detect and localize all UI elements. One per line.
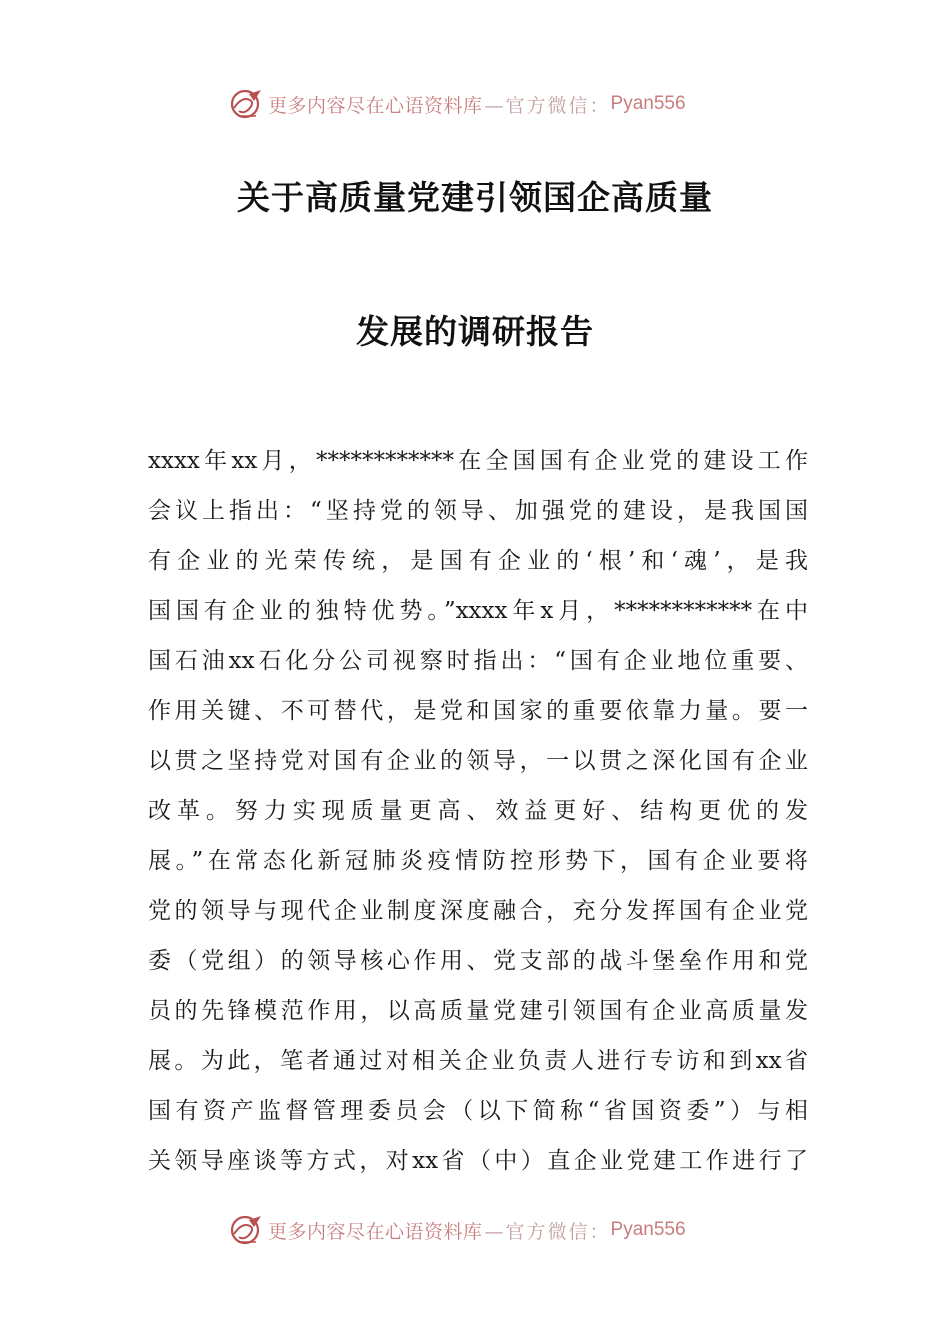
body-line: 国国有企业的独特优势。”xxxx年x月，************在中	[148, 598, 808, 624]
watermark-wechat-label: —官方微信：	[484, 94, 611, 117]
body-line: 国石油xx石化分公司视察时指出：“国有企业地位重要、	[148, 648, 808, 674]
body-line: 有企业的光荣传统，是国有企业的‘根’和‘魂’，是我	[148, 548, 808, 574]
body-line: xxxx年xx月，************在全国国有企业党的建设工作	[148, 448, 808, 474]
pen-signature-logo	[228, 1212, 264, 1248]
pen-signature-logo	[228, 86, 264, 122]
body-line: 党的领导与现代企业制度深度融合，充分发挥国有企业党	[148, 898, 808, 924]
document-title-line-1: 关于高质量党建引领国企高质量	[237, 178, 713, 217]
document-title-line-2: 发展的调研报告	[356, 312, 594, 351]
body-line: 改革。努力实现质量更高、效益更好、结构更优的发	[148, 798, 808, 824]
body-line: 委（党组）的领导核心作用、党支部的战斗堡垒作用和党	[148, 948, 808, 974]
body-line: 展。为此，笔者通过对相关企业负责人进行专访和到xx省	[148, 1048, 808, 1074]
body-line: 展。”在常态化新冠肺炎疫情防控形势下，国有企业要将	[148, 848, 808, 874]
watermark-text: 更多内容尽在心语资料库	[268, 94, 483, 117]
document-body	[148, 436, 808, 1186]
body-line: 以贯之坚持党对国有企业的领导，一以贯之深化国有企业	[148, 748, 808, 774]
body-line: 国有资产监督管理委员会（以下简称“省国资委”）与相	[148, 1098, 808, 1124]
watermark-wechat-id: Pyan556	[610, 1219, 686, 1240]
watermark-wechat-id: Pyan556	[610, 93, 686, 114]
watermark-footer	[228, 1210, 748, 1250]
body-line: 作用关键、不可替代，是党和国家的重要依靠力量。要一	[148, 698, 808, 724]
watermark-header	[228, 84, 748, 124]
watermark-wechat-label: —官方微信：	[484, 1220, 611, 1243]
body-line: 员的先锋模范作用，以高质量党建引领国有企业高质量发	[148, 998, 808, 1024]
body-line: 会议上指出：“坚持党的领导、加强党的建设，是我国国	[148, 498, 808, 524]
watermark-text: 更多内容尽在心语资料库	[268, 1220, 483, 1243]
body-line: 关领导座谈等方式，对xx省（中）直企业党建工作进行了	[148, 1148, 808, 1174]
